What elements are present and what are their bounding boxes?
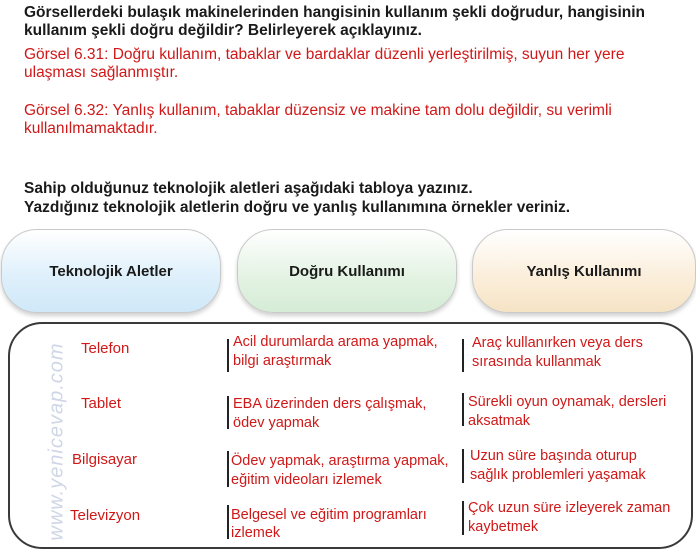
divider [227,339,229,372]
wrong-usage-line-2: sırasında kullanmak [472,354,601,370]
divider [227,505,229,539]
device-name: Telefon [81,340,130,357]
question-1-line-2: kullanım şekli doğru değildir? Belirleyerek açıklayınız. [24,22,422,39]
divider [462,393,464,426]
answer-1-line-2: ulaşması sağlanmıştır. [24,64,179,81]
correct-usage-line-2: izlemek [231,525,281,541]
correct-usage-line-2: eğitim videoları izlemek [231,472,382,488]
wrong-usage-line-1: Uzun süre başında oturup [470,448,637,464]
header-wrong-usage: Yanlış Kullanımı [472,229,696,313]
correct-usage-line-1: Ödev yapmak, araştırma yapmak, [231,453,449,469]
device-name: Bilgisayar [72,451,138,468]
header-technological-devices: Teknolojik Aletler [1,229,221,313]
answer-2-line-1: Görsel 6.32: Yanlış kullanım, tabaklar düzensiz ve makine tam dolu değildir, su verimli [24,102,612,119]
wrong-usage-line-1: Araç kullanırken veya ders [472,335,643,351]
divider [462,339,464,372]
divider [227,451,229,487]
question-1-line-1: Görsellerdeki bulaşık makinelerinden hangisinin kullanım şekli doğrudur, hangisinin [24,4,646,21]
wrong-usage-line-2: kaybetmek [468,519,539,535]
wrong-usage-line-2: sağlık problemleri yaşamak [470,467,646,483]
question-2-line-1: Sahip olduğunuz teknolojik aletleri aşağıdaki tabloya yazınız. [24,180,473,197]
wrong-usage-line-2: aksatmak [468,413,531,429]
divider [462,501,464,535]
correct-usage-line-2: ödev yapmak [233,415,320,431]
watermark: www.yenicevap.com [45,342,68,541]
correct-usage-line-1: EBA üzerinden ders çalışmak, [233,396,427,412]
device-name: Televizyon [70,507,141,524]
device-name: Tablet [81,395,122,412]
wrong-usage-line-1: Çok uzun süre izleyerek zaman [468,500,671,516]
question-2-line-2: Yazdığınız teknolojik aletlerin doğru ve yanlış kullanımına örnekler veriniz. [24,199,571,216]
header-correct-usage: Doğru Kullanımı [237,229,457,313]
correct-usage-line-1: Acil durumlarda arama yapmak, [233,334,438,350]
answer-1-line-1: Görsel 6.31: Doğru kullanım, tabaklar ve bardaklar düzenli yerleştirilmiş, suyun her yere [24,46,625,63]
divider [227,396,229,429]
answer-2-line-2: kullanılmamaktadır. [24,120,158,137]
correct-usage-line-2: bilgi araştırmak [233,353,332,369]
wrong-usage-line-1: Sürekli oyun oynamak, dersleri [468,394,667,410]
correct-usage-line-1: Belgesel ve eğitim programları [231,507,427,523]
divider [462,449,464,483]
